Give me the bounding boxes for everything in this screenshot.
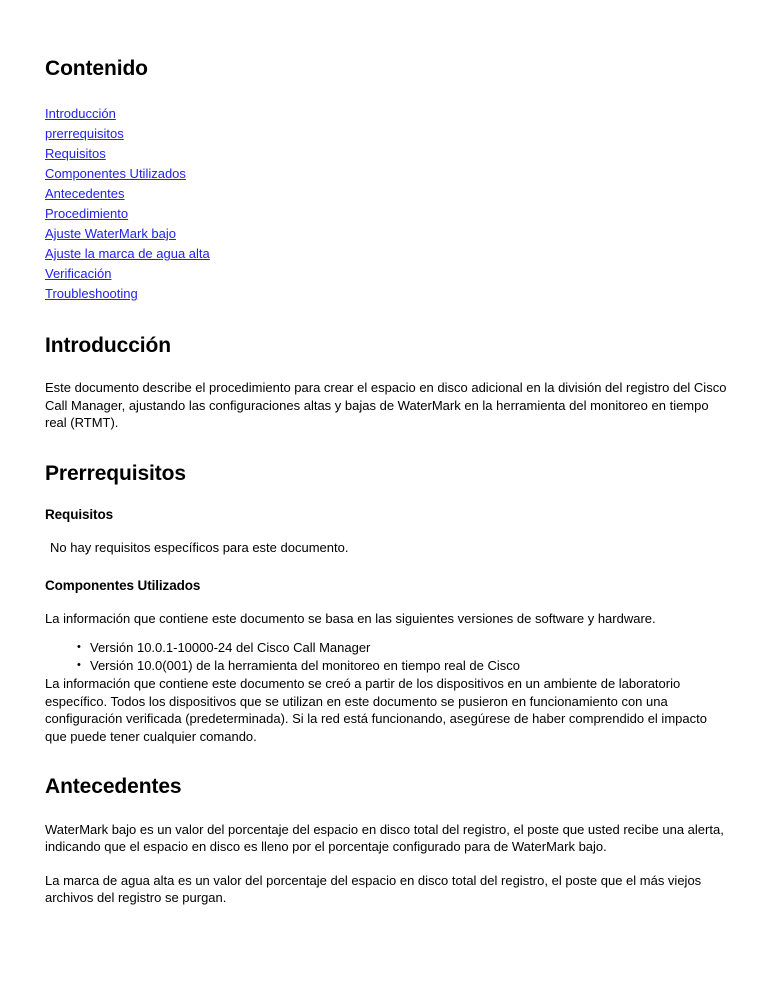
spacer — [45, 358, 730, 379]
heading-antecedentes: Antecedentes — [45, 775, 182, 799]
spacer — [45, 432, 730, 461]
toc-link-ajuste-watermark-bajo[interactable]: Ajuste WaterMark bajo — [45, 226, 177, 242]
list-item: • Versión 10.0(001) de la herramienta del monitoreo en tiempo real de Cisco — [90, 657, 730, 675]
toc-link-troubleshooting[interactable]: Troubleshooting — [45, 286, 138, 302]
heading-requisitos: Requisitos — [45, 507, 114, 523]
spacer — [45, 523, 730, 539]
page-title: Contenido — [45, 57, 148, 80]
heading-componentes-utilizados: Componentes Utilizados — [45, 577, 201, 593]
toc-link-ajuste-marca-agua-alta[interactable]: Ajuste la marca de agua alta — [45, 246, 210, 262]
toc-link-procedimiento[interactable]: Procedimiento — [45, 206, 129, 222]
table-of-contents — [45, 104, 730, 304]
spacer — [45, 745, 730, 774]
paragraph-watermark-bajo: WaterMark bajo es un valor del porcentaje del espacio en disco total del registro, el poste que usted recibe una alerta, indicando que el espacio en disco es lleno por el porcentaje configurado para de WaterMark bajo. — [45, 821, 724, 855]
paragraph-requisitos: No hay requisitos específicos para este documento. — [50, 540, 349, 556]
toc-link-verificacion[interactable]: Verificación — [45, 266, 112, 282]
spacer — [45, 856, 730, 872]
spacer — [45, 594, 730, 610]
spacer — [45, 800, 730, 821]
spacer — [45, 557, 730, 578]
section-antecedentes — [45, 774, 730, 906]
heading-introduccion: Introducción — [45, 334, 171, 358]
toc-link-antecedentes[interactable]: Antecedentes — [45, 186, 125, 202]
paragraph-lab-disclaimer: La información que contiene este documento se creó a partir de los dispositivos en un ambiente de laboratorio específico. Todos los dispositivos que se utilizan en este documento se pusieron en funcionamiento con una configuración verificada (predeterminada). Si la red está funcionando, asegúrese de haber comprendido el impacto que puede tener cualquier comando. — [45, 676, 707, 744]
toc-link-requisitos[interactable]: Requisitos — [45, 146, 106, 162]
list-item: • Versión 10.0.1-10000-24 del Cisco Call Manager — [90, 639, 730, 657]
heading-prerrequisitos: Prerrequisitos — [45, 461, 186, 485]
spacer — [45, 486, 730, 507]
spacer — [45, 627, 730, 639]
paragraph-introduccion: Este documento describe el procedimiento para crear el espacio en disco adicional en la división del registro del Cisco Call Manager, ajustando las configuraciones altas y bajas de WaterMark en la herramienta del monitoreo en tiempo real (RTMT). — [45, 380, 727, 431]
paragraph-marca-agua-alta: La marca de agua alta es un valor del porcentaje del espacio en disco total del registro, el poste que el más viejos archivos del registro se purgan. — [45, 872, 702, 906]
toc-link-componentes-utilizados[interactable]: Componentes Utilizados — [45, 166, 186, 182]
components-list — [45, 639, 730, 675]
section-prerrequisitos — [45, 461, 730, 746]
toc-link-prerrequisitos[interactable]: prerrequisitos — [45, 126, 124, 142]
spacer — [45, 304, 730, 333]
toc-link-introduccion[interactable]: Introducción — [45, 106, 116, 122]
section-introduccion — [45, 333, 730, 432]
paragraph-componentes-utilizados: La información que contiene este documento se basa en las siguientes versiones de software y hardware. — [45, 610, 656, 626]
